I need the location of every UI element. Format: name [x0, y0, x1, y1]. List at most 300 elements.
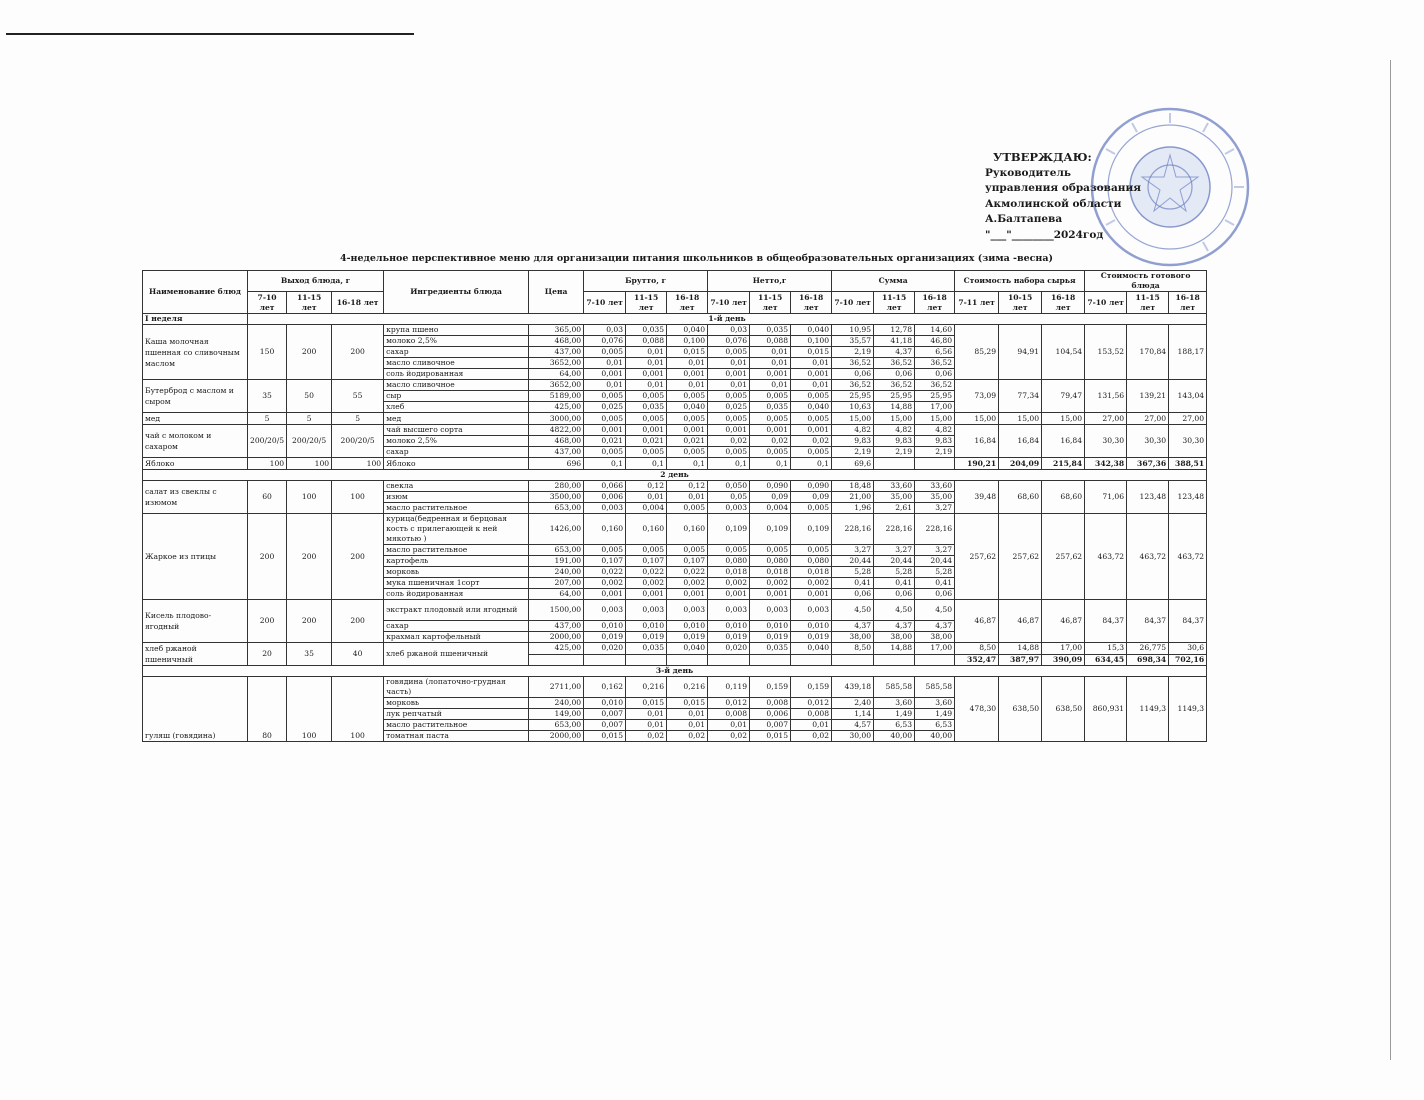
cell: 0,090 [750, 481, 791, 492]
cell [874, 458, 915, 470]
cell: 0,001 [791, 589, 832, 600]
cell: 4,37 [832, 621, 874, 632]
cell: 0,088 [750, 336, 791, 347]
cell: 5,28 [915, 567, 955, 578]
cell: 0,02 [708, 436, 750, 447]
ingredient-name: крахмал картофельный [384, 632, 529, 643]
cell: 0,02 [750, 436, 791, 447]
header-dish: Наименование блюд [143, 271, 248, 314]
dish-output: 50 [287, 380, 332, 413]
cell [915, 654, 955, 666]
table-row [143, 380, 1207, 391]
cell: 0,12 [626, 481, 667, 492]
header-raw-cost: Стоимость набора сырья [955, 271, 1085, 292]
ingredient-name: хлеб ржаной пшеничный [384, 643, 529, 666]
cell [708, 654, 750, 666]
cell: 0,005 [667, 391, 708, 402]
cost-cell: 188,17 [1169, 325, 1207, 380]
cost-cell: 27,00 [1127, 413, 1169, 425]
cell: 0,160 [626, 514, 667, 545]
cell [667, 654, 708, 666]
cost-cell: 123,48 [1127, 481, 1169, 514]
dish-output: 100 [287, 481, 332, 514]
day-total: 702,16 [1169, 654, 1207, 666]
cell: 35,00 [874, 492, 915, 503]
ingredient-name: томатная паста [384, 731, 529, 742]
cell: 0,107 [667, 556, 708, 567]
ingredient-name: мука пшеничная 1сорт [384, 578, 529, 589]
ingredient-price: 437,00 [529, 621, 584, 632]
ingredient-price: 5189,00 [529, 391, 584, 402]
header-age: 7-10 лет [708, 292, 750, 314]
cell [791, 654, 832, 666]
cost-cell: 14,88 [999, 643, 1042, 655]
cell: 0,1 [791, 458, 832, 470]
cell: 15,00 [874, 413, 915, 425]
cell: 0,005 [708, 413, 750, 425]
cell: 4,82 [915, 425, 955, 436]
approval-line: Акмолинской области [985, 197, 1122, 210]
ingredient-name: соль йодированная [384, 369, 529, 380]
cell: 1,14 [832, 709, 874, 720]
cell: 0,001 [667, 589, 708, 600]
dish-output: 5 [332, 413, 384, 425]
cell: 0,01 [667, 358, 708, 369]
day-total: 215,84 [1042, 458, 1085, 470]
cell: 0,010 [667, 621, 708, 632]
cell: 2,19 [832, 347, 874, 358]
ingredient-price: 2000,00 [529, 731, 584, 742]
cost-cell: 257,62 [955, 514, 999, 600]
cell: 21,00 [832, 492, 874, 503]
header-age: 16-18 лет [915, 292, 955, 314]
cell: 25,95 [832, 391, 874, 402]
cell: 0,01 [626, 492, 667, 503]
cell: 0,1 [667, 458, 708, 470]
header-row [143, 292, 1207, 314]
cost-cell: 84,37 [1127, 600, 1169, 643]
cost-cell: 15,3 [1085, 643, 1127, 655]
ingredient-name: хлеб [384, 402, 529, 413]
cell: 0,01 [626, 347, 667, 358]
day-row [143, 666, 1207, 677]
cell: 4,50 [915, 600, 955, 621]
ingredient-price: 468,00 [529, 436, 584, 447]
cell: 0,01 [667, 380, 708, 391]
cell: 4,50 [874, 600, 915, 621]
header-row [143, 271, 1207, 292]
cell: 46,80 [915, 336, 955, 347]
cell: 0,015 [667, 347, 708, 358]
cost-cell: 84,37 [1085, 600, 1127, 643]
cell: 2,40 [832, 698, 874, 709]
cost-cell: 30,30 [1127, 425, 1169, 458]
ingredient-name: экстракт плодовый или ягодный [384, 600, 529, 621]
dish-output: 60 [248, 481, 287, 514]
cell: 0,159 [750, 677, 791, 698]
ingredient-price: 64,00 [529, 369, 584, 380]
approval-line: управления образования [985, 182, 1142, 194]
cell: 0,007 [750, 720, 791, 731]
header-age: 10-15 лет [999, 292, 1042, 314]
dish-output: 200 [248, 514, 287, 600]
cell: 2,61 [874, 503, 915, 514]
cell: 0,119 [708, 677, 750, 698]
cell: 20,44 [874, 556, 915, 567]
header-age: 11-15 лет [287, 292, 332, 314]
cost-cell: 79,47 [1042, 380, 1085, 413]
dish-output: 100 [287, 677, 332, 742]
dish-name: чай с молоком и сахаром [143, 425, 248, 458]
cost-cell: 27,00 [1169, 413, 1207, 425]
cell: 0,019 [584, 632, 626, 643]
cell: 0,02 [708, 731, 750, 742]
cost-cell: 104,54 [1042, 325, 1085, 380]
ingredient-name: сахар [384, 347, 529, 358]
ingredient-name: масло сливочное [384, 358, 529, 369]
cell: 3,27 [832, 545, 874, 556]
dish-name: Яблоко [143, 458, 248, 470]
cell: 0,06 [832, 369, 874, 380]
cell: 0,015 [791, 347, 832, 358]
ingredient-name: изюм [384, 492, 529, 503]
cell: 0,001 [626, 589, 667, 600]
cell: 0,018 [708, 567, 750, 578]
top-rule [6, 33, 414, 35]
cell: 0,216 [667, 677, 708, 698]
cost-cell: 30,30 [1169, 425, 1207, 458]
cell: 0,010 [791, 621, 832, 632]
header-brutto: Брутто, г [584, 271, 708, 292]
cell: 0,066 [584, 481, 626, 492]
ingredient-name: соль йодированная [384, 589, 529, 600]
header-age: 11-15 лет [626, 292, 667, 314]
header-age: 16-18 лет [1169, 292, 1207, 314]
cell: 0,005 [584, 545, 626, 556]
cell: 20,44 [915, 556, 955, 567]
dish-name: Жаркое из птицы [143, 514, 248, 600]
cell: 0,001 [667, 425, 708, 436]
cell: 40,00 [874, 731, 915, 742]
dish-output: 5 [287, 413, 332, 425]
cell: 5,28 [832, 567, 874, 578]
ingredient-price: 2000,00 [529, 632, 584, 643]
cell: 0,002 [584, 578, 626, 589]
cost-cell: 1149,3 [1169, 677, 1207, 742]
cost-cell: 15,00 [955, 413, 999, 425]
cost-cell: 478,30 [955, 677, 999, 742]
cell: 0,12 [667, 481, 708, 492]
cell: 0,100 [667, 336, 708, 347]
cell: 69,6 [832, 458, 874, 470]
cost-cell: 860,931 [1085, 677, 1127, 742]
cell: 0,035 [626, 325, 667, 336]
approval-heading: УТВЕРЖДАЮ: [993, 150, 1092, 164]
ingredient-name: масло растительное [384, 503, 529, 514]
cell: 0,216 [626, 677, 667, 698]
cell: 0,022 [584, 567, 626, 578]
cell: 0,006 [584, 492, 626, 503]
cell: 0,005 [667, 545, 708, 556]
cell: 41,18 [874, 336, 915, 347]
ingredient-price: 3000,00 [529, 413, 584, 425]
cell: 0,02 [667, 731, 708, 742]
cell: 0,025 [708, 402, 750, 413]
cell: 4,37 [874, 621, 915, 632]
header-age: 7-10 лет [1085, 292, 1127, 314]
cost-cell: 46,87 [999, 600, 1042, 643]
cell: 36,52 [915, 380, 955, 391]
cost-cell: 39,48 [955, 481, 999, 514]
cell: 38,00 [874, 632, 915, 643]
day-total: 204,09 [999, 458, 1042, 470]
cell: 0,005 [584, 347, 626, 358]
cell: 0,019 [667, 632, 708, 643]
cell: 0,010 [584, 698, 626, 709]
cell: 0,040 [667, 325, 708, 336]
ingredient-price: 1500,00 [529, 600, 584, 621]
header-age: 16-18 лет [791, 292, 832, 314]
cell: 0,03 [708, 325, 750, 336]
dish-output: 200 [248, 600, 287, 643]
cell: 0,022 [626, 567, 667, 578]
ingredient-name: масло сливочное [384, 380, 529, 391]
cost-cell: 638,50 [1042, 677, 1085, 742]
cell: 0,09 [750, 492, 791, 503]
cost-cell: 257,62 [1042, 514, 1085, 600]
cell: 0,06 [832, 589, 874, 600]
cell: 0,021 [667, 436, 708, 447]
cell: 0,003 [750, 600, 791, 621]
cell: 10,63 [832, 402, 874, 413]
cell: 0,010 [750, 621, 791, 632]
ingredient-name: лук репчатый [384, 709, 529, 720]
cell: 0,005 [584, 413, 626, 425]
day-total: 342,38 [1085, 458, 1127, 470]
cell: 0,035 [626, 643, 667, 655]
cell: 0,005 [667, 413, 708, 425]
cell: 0,001 [750, 589, 791, 600]
ingredient-price: 3652,00 [529, 380, 584, 391]
ingredient-price: 64,00 [529, 589, 584, 600]
day-label: 1-й день [248, 314, 1207, 325]
cell: 439,18 [832, 677, 874, 698]
cell: 30,00 [832, 731, 874, 742]
cell: 0,040 [791, 643, 832, 655]
cost-cell: 638,50 [999, 677, 1042, 742]
dish-name: мед [143, 413, 248, 425]
cell: 40,00 [915, 731, 955, 742]
header-ingredients: Ингредиенты блюда [384, 271, 529, 314]
cell: 0,002 [750, 578, 791, 589]
ingredient-price: 437,00 [529, 347, 584, 358]
cell: 3,27 [915, 503, 955, 514]
ingredient-name: чай высшего сорта [384, 425, 529, 436]
cell: 4,82 [874, 425, 915, 436]
cell: 0,002 [708, 578, 750, 589]
cell: 0,021 [584, 436, 626, 447]
cost-cell: 257,62 [999, 514, 1042, 600]
ingredient-price: 425,00 [529, 643, 584, 655]
cell: 228,16 [874, 514, 915, 545]
cell: 1,49 [915, 709, 955, 720]
cell: 0,003 [626, 600, 667, 621]
cell: 0,008 [791, 709, 832, 720]
ingredient-name: сахар [384, 621, 529, 632]
cell: 0,005 [750, 391, 791, 402]
cell: 0,040 [791, 325, 832, 336]
ingredient-name: масло растительное [384, 720, 529, 731]
dish-output: 200/20/5 [287, 425, 332, 458]
day-1-section [143, 314, 1207, 470]
cell: 5,28 [874, 567, 915, 578]
dish-output: 100 [332, 458, 384, 470]
ingredient-name: картофель [384, 556, 529, 567]
cell: 0,088 [626, 336, 667, 347]
header-age: 16-18 лет [332, 292, 384, 314]
day-total: 367,36 [1127, 458, 1169, 470]
cell: 0,1 [626, 458, 667, 470]
cell: 0,040 [667, 643, 708, 655]
cell: 0,035 [750, 325, 791, 336]
cell: 0,001 [708, 369, 750, 380]
day-total: 634,45 [1085, 654, 1127, 666]
cell: 0,160 [584, 514, 626, 545]
ingredient-name: курица(бедренная и берцовая кость с прилегающей к ней мякотью ) [384, 514, 529, 545]
table-row [143, 481, 1207, 492]
cost-cell: 463,72 [1169, 514, 1207, 600]
table-row [143, 458, 1207, 470]
day-row [143, 314, 1207, 325]
cell: 0,06 [915, 589, 955, 600]
cell: 20,44 [832, 556, 874, 567]
cost-cell: 463,72 [1085, 514, 1127, 600]
cell [750, 654, 791, 666]
cell: 38,00 [832, 632, 874, 643]
cell: 0,007 [584, 709, 626, 720]
table-row [143, 600, 1207, 621]
dish-name: гуляш (говядина) [143, 677, 248, 742]
cell [915, 458, 955, 470]
cell: 0,09 [791, 492, 832, 503]
cell: 3,27 [874, 545, 915, 556]
cell: 0,035 [750, 402, 791, 413]
cell: 6,53 [915, 720, 955, 731]
cell: 0,006 [750, 709, 791, 720]
cell: 0,001 [708, 589, 750, 600]
cell: 0,1 [584, 458, 626, 470]
cell: 0,005 [584, 447, 626, 458]
cell: 0,160 [667, 514, 708, 545]
cell: 0,003 [584, 503, 626, 514]
dish-output: 100 [248, 458, 287, 470]
cell: 0,01 [626, 358, 667, 369]
cell: 0,004 [750, 503, 791, 514]
cell: 0,040 [667, 402, 708, 413]
cell: 4,82 [832, 425, 874, 436]
cell: 0,01 [708, 380, 750, 391]
cell: 10,95 [832, 325, 874, 336]
cell: 0,107 [626, 556, 667, 567]
cell: 35,00 [915, 492, 955, 503]
cell: 0,005 [791, 391, 832, 402]
cell: 0,005 [750, 413, 791, 425]
cell: 0,01 [667, 720, 708, 731]
header-age: 7-10 лет [832, 292, 874, 314]
cost-cell: 68,60 [1042, 481, 1085, 514]
day-total: 390,09 [1042, 654, 1085, 666]
cell: 0,100 [791, 336, 832, 347]
cell: 0,015 [750, 731, 791, 742]
table-row [143, 643, 1207, 655]
ingredient-price: 191,00 [529, 556, 584, 567]
cell: 36,52 [915, 358, 955, 369]
header-sum: Сумма [832, 271, 955, 292]
day-total: 387,97 [999, 654, 1042, 666]
cost-cell: 26,775 [1127, 643, 1169, 655]
ingredient-price: 437,00 [529, 447, 584, 458]
cell: 0,001 [584, 425, 626, 436]
cell: 36,52 [874, 380, 915, 391]
header-age: 16-18 лет [667, 292, 708, 314]
scan-edge-line [1390, 60, 1391, 1060]
cell: 0,41 [915, 578, 955, 589]
cost-cell: 30,30 [1085, 425, 1127, 458]
day-total: 698,34 [1127, 654, 1169, 666]
approval-block [985, 150, 1145, 243]
cell: 0,005 [708, 447, 750, 458]
cell: 0,015 [667, 698, 708, 709]
cost-cell: 123,48 [1169, 481, 1207, 514]
cell [832, 654, 874, 666]
cell: 9,83 [874, 436, 915, 447]
header-age: 7-11 лет [955, 292, 999, 314]
ingredient-name: Яблоко [384, 458, 529, 470]
cell: 0,159 [791, 677, 832, 698]
cell: 2,19 [832, 447, 874, 458]
cell: 0,107 [584, 556, 626, 567]
cost-cell: 15,00 [1042, 413, 1085, 425]
approval-date: "___"________2024год [985, 228, 1104, 241]
ingredient-price: 365,00 [529, 325, 584, 336]
cell [626, 654, 667, 666]
cell: 0,01 [791, 380, 832, 391]
ingredient-price: 653,00 [529, 545, 584, 556]
cost-cell: 68,60 [999, 481, 1042, 514]
ingredient-name: мед [384, 413, 529, 425]
dish-name: хлеб ржаной пшеничный [143, 643, 248, 666]
cell: 0,001 [750, 425, 791, 436]
cell: 0,005 [750, 447, 791, 458]
cell: 0,018 [750, 567, 791, 578]
cell: 585,58 [915, 677, 955, 698]
cell: 0,01 [626, 709, 667, 720]
cell: 0,005 [626, 391, 667, 402]
ingredient-price: 207,00 [529, 578, 584, 589]
cell: 0,010 [626, 621, 667, 632]
cell: 0,008 [750, 698, 791, 709]
cell: 0,001 [584, 369, 626, 380]
cell: 0,020 [584, 643, 626, 655]
ingredient-price: 240,00 [529, 567, 584, 578]
dish-name: салат из свеклы с изюмом [143, 481, 248, 514]
cell: 0,06 [874, 369, 915, 380]
ingredient-price: 468,00 [529, 336, 584, 347]
ingredient-price: 425,00 [529, 402, 584, 413]
table-header [143, 271, 1207, 314]
cell: 0,005 [626, 545, 667, 556]
cell: 4,57 [832, 720, 874, 731]
